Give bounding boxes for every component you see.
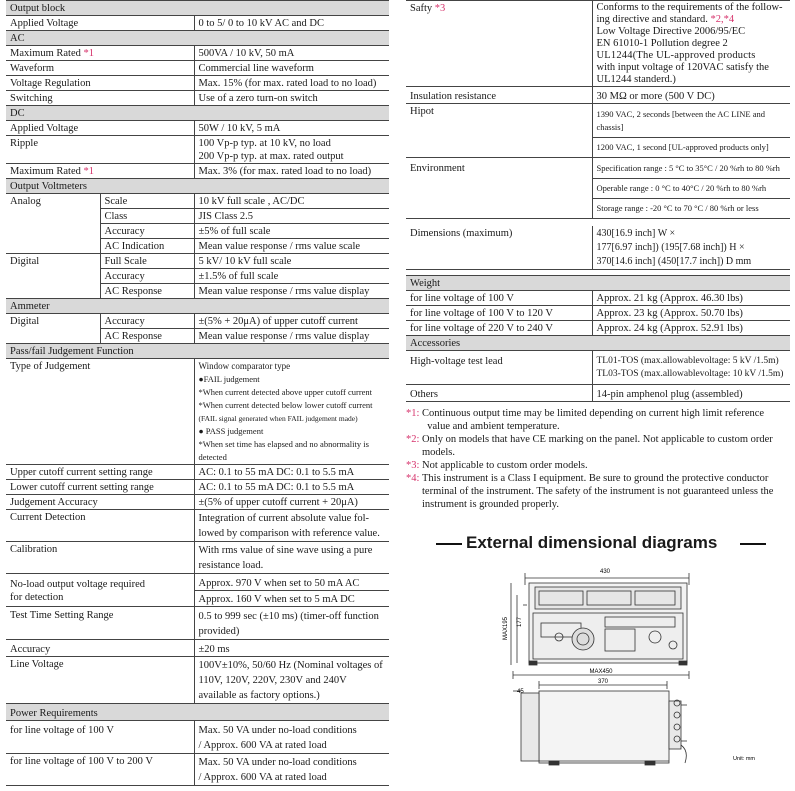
spec-value: 0 to 5/ 0 to 10 kV AC and DC xyxy=(194,16,389,31)
spec-value: Max. 50 VA under no-load conditions / Approx. 600 VA at rated load xyxy=(194,721,389,754)
spec-value: Mean value response / rms value display xyxy=(194,284,389,299)
left-spec-column xyxy=(6,0,389,786)
spec-value: ±1.5% of full scale xyxy=(194,269,389,284)
spec-sublabel: AC Response xyxy=(100,329,194,344)
section-header xyxy=(6,1,389,16)
spec-label: Upper cutoff current setting range xyxy=(6,465,194,480)
spec-label: Digital xyxy=(6,314,100,344)
spec-value: 0.5 to 999 sec (±10 ms) (timer-off function provided) xyxy=(194,607,389,640)
diagram-title: External dimensional diagrams xyxy=(436,533,766,553)
spec-value: Conforms to the requirements of the follow- ing directive and standard. *2,*4 Low Voltage Directive 2006/95/EC EN 61010-1 Pollution degree 2 UL1244(The UL-approved products with input voltage of 120VAC satisfy the UL1244 standerd.) xyxy=(592,1,790,87)
footnotes xyxy=(406,407,790,511)
passfail-header: Pass/fail Judgement Function xyxy=(6,344,389,359)
weight-header: Weight xyxy=(406,276,790,291)
spec-value: Mean value response / rms value display xyxy=(194,329,389,344)
spec-value: Approx. 970 V when set to 50 mA AC xyxy=(194,574,389,591)
spec-label: for line voltage of 100 V xyxy=(406,291,592,306)
spec-label: Environment xyxy=(406,158,592,219)
spec-sublabel: Class xyxy=(100,209,194,224)
spec-value: 430[16.9 inch] W × 177[6.97 inch]) (195[7.68 inch]) H × 370[14.6 inch] (450[17.7 inch]) D mm xyxy=(592,226,790,270)
spec-sublabel: Scale xyxy=(100,194,194,209)
spec-value: 1200 VAC, 1 second [UL-approved products only] xyxy=(592,138,790,158)
spec-value: Use of a zero turn-on switch xyxy=(194,91,389,106)
front-view-drawing xyxy=(511,573,689,665)
output-block-header: Output block xyxy=(6,1,389,16)
spec-value: Specification range : 5 °C to 35°C / 20 %rh to 80 %rh xyxy=(592,158,790,179)
spec-sublabel: Full Scale xyxy=(100,254,194,269)
power-requirements-header: Power Requirements xyxy=(6,704,389,721)
spec-value: Max. 50 VA under no-load conditions / Approx. 600 VA at rated load xyxy=(194,754,389,786)
footnote: *2: Only on models that have CE marking on the panel. Not applicable to custom order models. xyxy=(406,434,773,458)
spec-label: Judgement Accuracy xyxy=(6,495,194,510)
spec-sublabel: AC Indication xyxy=(100,239,194,254)
spec-value: 10 kV full scale , AC/DC xyxy=(194,194,389,209)
spec-label: Digital xyxy=(6,254,100,299)
spec-label: Others xyxy=(406,385,592,402)
side-view-drawing xyxy=(513,671,689,765)
spec-value: 5 kV/ 10 kV full scale xyxy=(194,254,389,269)
unit-label: Unit: mm xyxy=(733,756,755,762)
spec-label: Accuracy xyxy=(6,640,194,657)
spec-value: 1390 VAC, 2 seconds [between the AC LINE and chassis] xyxy=(592,104,790,138)
spec-value: 100V±10%, 50/60 Hz (Nominal voltages of 110V, 120V, 220V, 230V and 240V available as factory options.) xyxy=(194,657,389,704)
dim-370-label: 370 xyxy=(597,679,609,685)
spec-label: Insulation resistance xyxy=(406,87,592,104)
spec-label: for line voltage of 100 V to 200 V xyxy=(6,754,194,786)
spec-value: Integration of current absolute value fol- lowed by comparison with reference value. xyxy=(194,510,389,542)
accessories-header: Accessories xyxy=(406,336,790,351)
spec-sublabel: Accuracy xyxy=(100,269,194,284)
spec-label: Test Time Setting Range xyxy=(6,607,194,640)
spec-value: ±5% of full scale xyxy=(194,224,389,239)
spec-value: Storage range : -20 °C to 70 °C / 80 %rh or less xyxy=(592,199,790,219)
spec-value: TL01-TOS (max.allowablevoltage: 5 kV /1.5m) TL03-TOS (max.allowablevoltage: 10 kV /1.5m) xyxy=(592,351,790,385)
spec-label: for line voltage of 220 V to 240 V xyxy=(406,321,592,336)
footnote: *4: This instrument is a Class I equipment. Be sure to ground the protective conductor terminal of the instrument. The safety of the instrument is not guaranteed unless the instrument is grounded properly. xyxy=(406,473,774,510)
spec-value: Max. 3% (for max. rated load to no load) xyxy=(194,164,389,179)
dim-430-label: 430 xyxy=(599,569,611,575)
dc-header: DC xyxy=(6,106,389,121)
spec-value: ±20 ms xyxy=(194,640,389,657)
output-voltmeters-header: Output Voltmeters xyxy=(6,179,389,194)
spec-label: for line voltage of 100 V xyxy=(6,721,194,754)
spec-value: ±(5% + 20μA) of upper cutoff current xyxy=(194,314,389,329)
spec-value: 50W / 10 kV, 5 mA xyxy=(194,121,389,136)
footnote: *1: Continuous output time may be limited depending on current high limit reference value and ambient temperature. xyxy=(406,408,765,432)
spec-value: Operable range : 0 °C to 40°C / 20 %rh to 80 %rh xyxy=(592,179,790,199)
dim-max450-label: MAX450 xyxy=(589,669,613,675)
footnote-marker: *3 xyxy=(434,3,446,14)
spec-label: Waveform xyxy=(6,61,194,76)
spec-value: With rms value of sine wave using a pure resistance load. xyxy=(194,542,389,574)
footnote-marker: *1 xyxy=(83,166,94,177)
spec-label: Current Detection xyxy=(6,510,194,542)
spec-label: Switching xyxy=(6,91,194,106)
right-spec-column xyxy=(406,0,790,511)
spec-label: No-load output voltage required for detection xyxy=(6,574,194,607)
spec-value: Max. 15% (for max. rated load to no load) xyxy=(194,76,389,91)
spec-label: Maximum Rated *1 xyxy=(6,164,194,179)
spec-sublabel: Accuracy xyxy=(100,314,194,329)
dim-177-label: 177 xyxy=(517,616,523,627)
spec-label: Safty *3 xyxy=(406,1,592,87)
ammeter-header: Ammeter xyxy=(6,299,389,314)
spec-label: Type of Judgement xyxy=(6,359,194,465)
spec-label: Applied Voltage xyxy=(6,16,194,31)
spec-label: Hipot xyxy=(406,104,592,158)
spec-value: Approx. 24 kg (Approx. 52.91 lbs) xyxy=(592,321,790,336)
spec-label: Lower cutoff current setting range xyxy=(6,480,194,495)
spec-label: Calibration xyxy=(6,542,194,574)
spec-value: ±(5% of upper cutoff current + 20μA) xyxy=(194,495,389,510)
spec-value: 100 Vp-p typ. at 10 kV, no load 200 Vp-p typ. at max. rated output xyxy=(194,136,389,164)
footnote-marker: *1 xyxy=(83,48,94,59)
spec-label: Analog xyxy=(6,194,100,254)
right-spec-table xyxy=(406,0,790,402)
dim-max195-label: MAX195 xyxy=(503,616,509,640)
spec-label: for line voltage of 100 V to 120 V xyxy=(406,306,592,321)
spec-label: Voltage Regulation xyxy=(6,76,194,91)
spec-label: Applied Voltage xyxy=(6,121,194,136)
spec-value: Approx. 160 V when set to 5 mA DC xyxy=(194,591,389,607)
spec-value: JIS Class 2.5 xyxy=(194,209,389,224)
ac-header: AC xyxy=(6,31,389,46)
left-spec-table xyxy=(6,0,389,786)
spec-value: Mean value response / rms value scale xyxy=(194,239,389,254)
spec-value: Approx. 21 kg (Approx. 46.30 lbs) xyxy=(592,291,790,306)
spec-sublabel: Accuracy xyxy=(100,224,194,239)
spec-value: AC: 0.1 to 55 mA DC: 0.1 to 5.5 mA xyxy=(194,465,389,480)
spec-value: 14-pin amphenol plug (assembled) xyxy=(592,385,790,402)
spec-label: Line Voltage xyxy=(6,657,194,704)
spec-value: 30 MΩ or more (500 V DC) xyxy=(592,87,790,104)
spec-sublabel: AC Response xyxy=(100,284,194,299)
judgement-list: Window comparator type ●FAIL judgement *When current detected above upper cutoff current *When current detected below lower cutoff current (FAIL signal generated when FAIL judgement made) ● PASS judgement *When set time has elapsed and no abnormality is detected xyxy=(194,359,389,465)
spec-value: Commercial line waveform xyxy=(194,61,389,76)
spec-value: AC: 0.1 to 55 mA DC: 0.1 to 5.5 mA xyxy=(194,480,389,495)
footnote-marker: *2,*4 xyxy=(710,14,735,25)
dimensional-diagram xyxy=(495,565,795,785)
spec-label: Ripple xyxy=(6,136,194,164)
spec-value: Approx. 23 kg (Approx. 50.70 lbs) xyxy=(592,306,790,321)
spec-label: Dimensions (maximum) xyxy=(406,226,592,270)
spec-label: High-voltage test lead xyxy=(406,351,592,385)
spec-label: Maximum Rated *1 xyxy=(6,46,194,61)
footnote: *3: Not applicable to custom order models. xyxy=(406,460,588,471)
spec-value: 500VA / 10 kV, 50 mA xyxy=(194,46,389,61)
dim-45-label: 45 xyxy=(517,689,524,695)
